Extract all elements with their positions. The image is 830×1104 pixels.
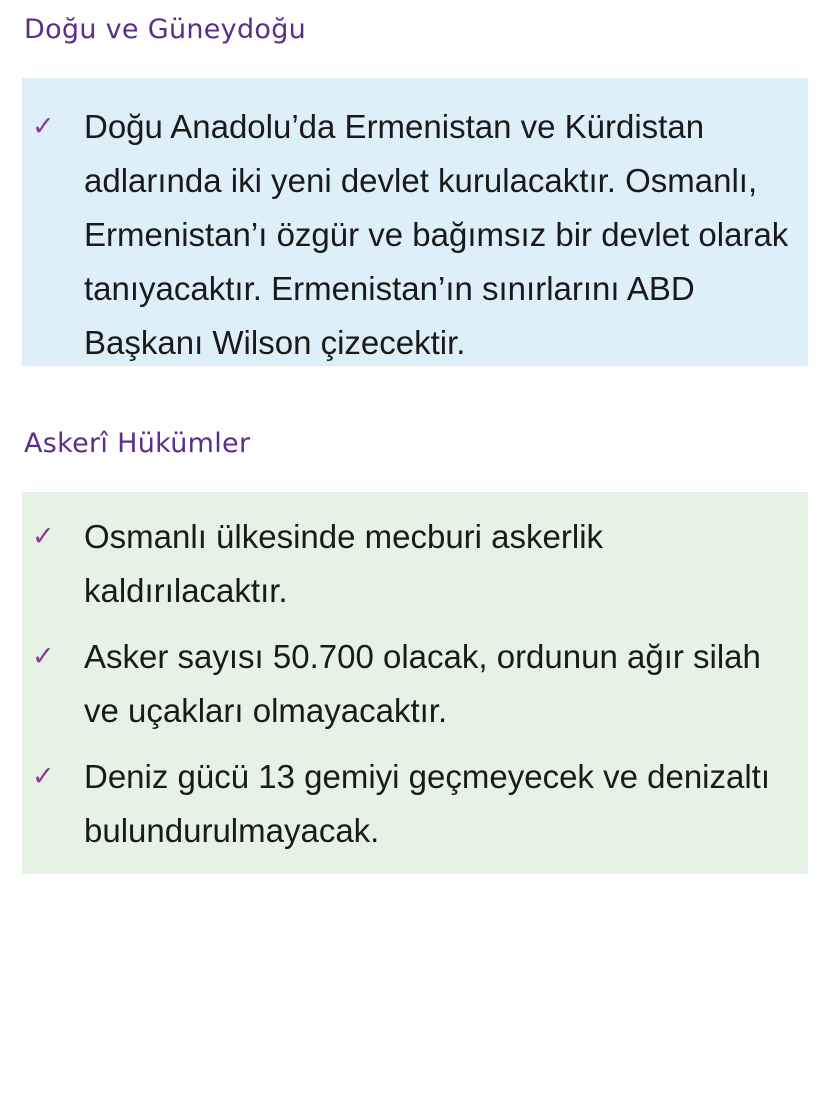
check-icon: ✓ <box>32 111 55 142</box>
check-icon: ✓ <box>32 761 55 792</box>
list-item-text: Osmanlı ülkesinde mecburi askerlik kaldırılacaktır. <box>84 518 604 609</box>
list-item <box>32 630 798 738</box>
list-item <box>32 510 798 618</box>
list-item <box>32 100 798 370</box>
list-item-text: Doğu Anadolu’da Ermenistan ve Kürdistan adlarında iki yeni devlet kurulacaktır. Osmanlı, Ermenistan’ı özgür ve bağımsız bir devlet olarak tanıyacaktır. Ermenistan’ın sınırlarını ABD Başkanı Wilson çizecektir. <box>84 108 789 361</box>
check-icon: ✓ <box>32 641 55 672</box>
check-icon: ✓ <box>32 521 55 552</box>
section-heading-askeri-hukumler: Askerî Hükümler <box>24 428 251 459</box>
panel-dogu-guneydogu <box>22 78 808 366</box>
bullet-list <box>32 100 798 370</box>
list-item-text: Asker sayısı 50.700 olacak, ordunun ağır silah ve uçakları olmayacaktır. <box>84 638 761 729</box>
list-item <box>32 750 798 858</box>
list-item-text: Deniz gücü 13 gemiyi geçmeyecek ve denizaltı bulundurulmayacak. <box>84 758 771 849</box>
bullet-list <box>32 510 798 858</box>
section-heading-dogu-guneydogu: Doğu ve Güneydoğu <box>24 14 307 45</box>
panel-askeri-hukumler <box>22 492 808 874</box>
